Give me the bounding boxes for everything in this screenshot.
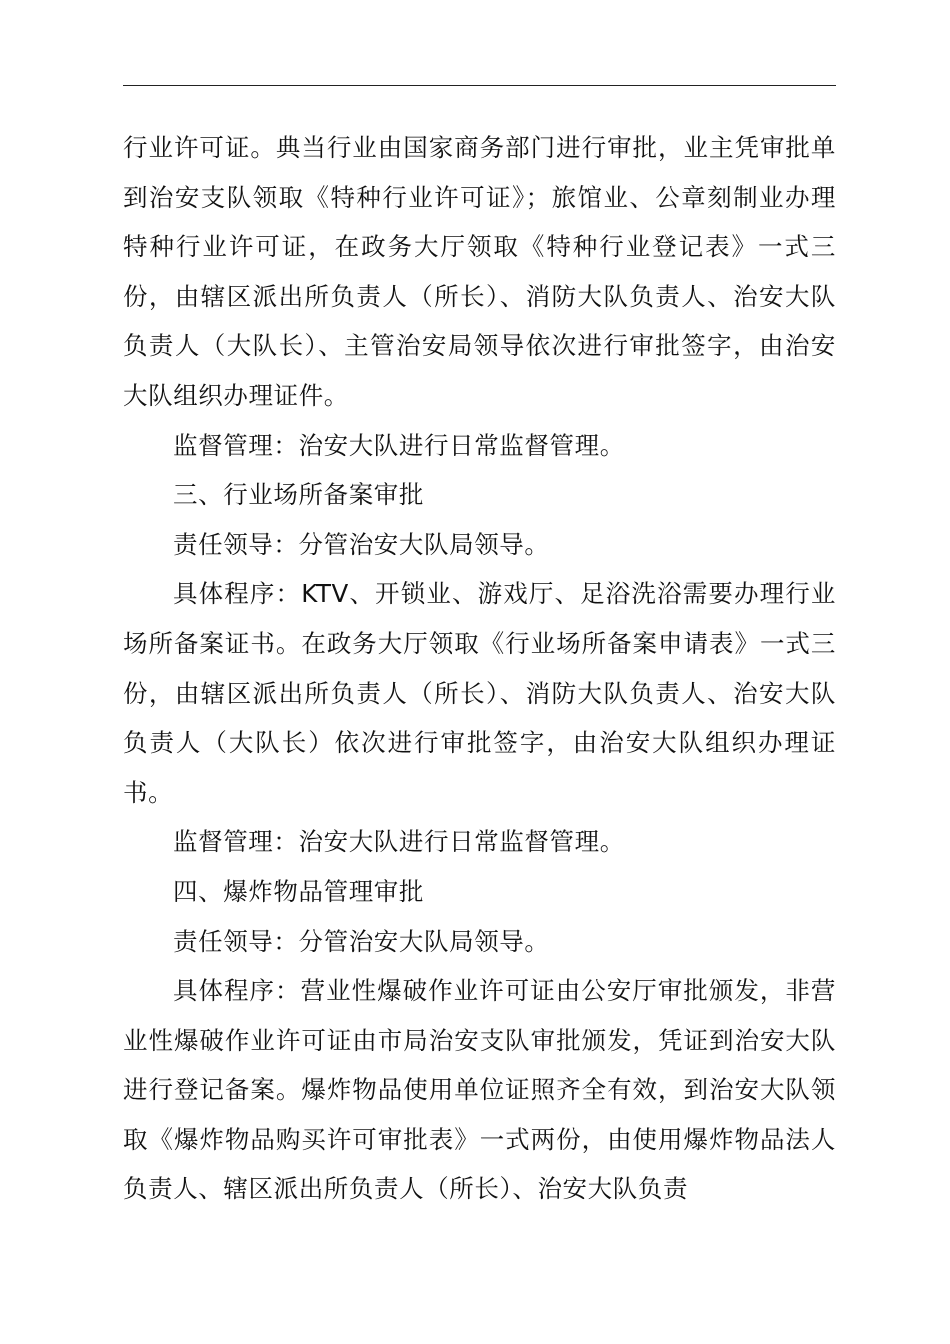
paragraph: 监督管理：治安大队进行日常监督管理。 (173, 827, 625, 857)
paragraph: 具体程序：营业性爆破作业许可证由公安厅审批颁发，非营业性爆破作业许可证由市局治安支队审批颁发，凭证到治安大队进行登记备案。爆炸物品使用单位证照齐全有效，到治安大队领取《爆炸物品购买许可审批表》一式两份，由使用爆炸物品法人负责人、辖区派出所负责人（所长）、治安大队负责 (123, 976, 836, 1204)
paragraph: 责任领导：分管治安大队局领导。 (173, 926, 550, 956)
section-heading: 四、爆炸物品管理审批 (173, 876, 424, 906)
paragraph: 行业许可证。典当行业由国家商务部门进行审批，业主凭审批单到治安支队领取《特种行业许可证》；旅馆业、公章刻制业办理特种行业许可证，在政务大厅领取《特种行业登记表》一式三份，由辖区派出所负责人（所长）、消防大队负责人、治安大队负责人（大队长）、主管治安局领导依次进行审批签字，由治安大队组织办理证件。 (123, 133, 836, 410)
paragraph: 责任领导：分管治安大队局领导。 (173, 529, 550, 559)
header-rule (123, 85, 836, 86)
document-body (123, 123, 836, 1214)
paragraph: 具体程序：KTV、开锁业、游戏厅、足浴洗浴需要办理行业场所备案证书。在政务大厅领取《行业场所备案申请表》一式三份，由辖区派出所负责人（所长）、消防大队负责人、治安大队负责人（大队长）依次进行审批签字，由治安大队组织办理证书。 (123, 579, 836, 807)
paragraph: 监督管理：治安大队进行日常监督管理。 (173, 430, 625, 460)
section-heading: 三、行业场所备案审批 (173, 480, 424, 510)
